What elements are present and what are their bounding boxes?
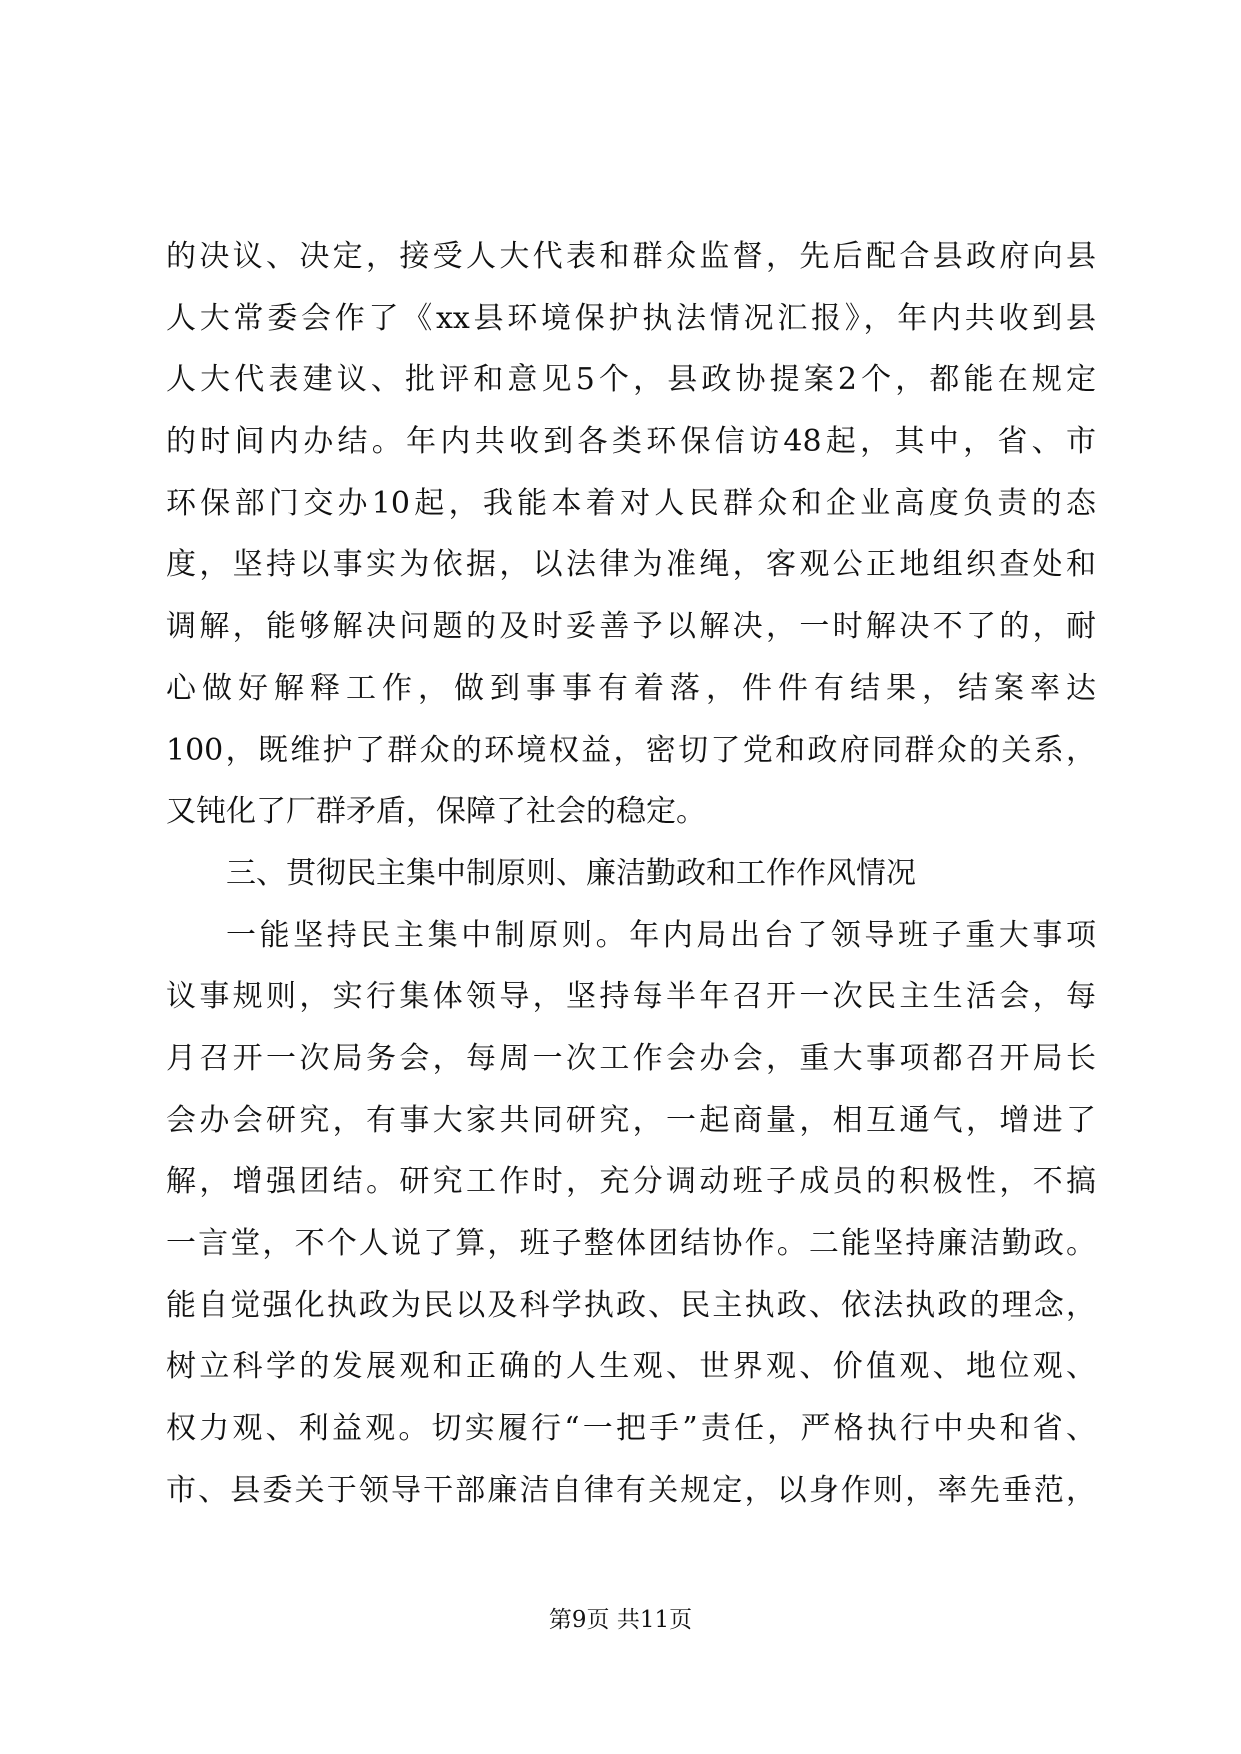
text-line: 人大代表建议、批评和意见5个，县政协提案2个，都能在规定 <box>166 362 1096 398</box>
text-line: 权力观、利益观。切实履行“一把手”责任，严格执行中央和省、 <box>166 1411 1096 1447</box>
text-line: 100，既维护了群众的环境权益，密切了党和政府同群众的关系， <box>166 732 1096 768</box>
text-line: 会办会研究，有事大家共同研究，一起商量，相互通气，增进了 <box>166 1102 1096 1138</box>
text-line: 又钝化了厂群矛盾，保障了社会的稳定。 <box>166 794 706 830</box>
text-line: 树立科学的发展观和正确的人生观、世界观、价值观、地位观、 <box>166 1349 1096 1385</box>
text-line: 环保部门交办10起，我能本着对人民群众和企业高度负责的态 <box>166 485 1096 521</box>
text-line: 心做好解释工作，做到事事有着落，件件有结果，结案率达 <box>166 670 1096 706</box>
text-line: 的决议、决定，接受人大代表和群众监督，先后配合县政府向县 <box>166 239 1096 274</box>
section-heading: 三、贯彻民主集中制原则、廉洁勤政和工作作风情况 <box>226 855 916 891</box>
text-line: 一言堂，不个人说了算，班子整体团结协作。二能坚持廉洁勤政。 <box>166 1226 1096 1261</box>
text-line: 能自觉强化执政为民以及科学执政、民主执政、依法执政的理念， <box>166 1287 1096 1323</box>
text-line: 度，坚持以事实为依据，以法律为准绳，客观公正地组织查处和 <box>166 547 1096 583</box>
page-number-label: 第9页 共11页 <box>548 1607 693 1633</box>
text-line: 人大常委会作了《xx县环境保护执法情况汇报》，年内共收到县 <box>166 300 1096 336</box>
text-line: 市、县委关于领导干部廉洁自律有关规定，以身作则，率先垂范， <box>166 1472 1096 1508</box>
document-body <box>166 226 1096 1521</box>
text-line: 解，增强团结。研究工作时，充分调动班子成员的积极性，不搞 <box>166 1164 1096 1200</box>
text-line: 月召开一次局务会，每周一次工作会办会，重大事项都召开局长 <box>166 1040 1096 1076</box>
text-line: 的时间内办结。年内共收到各类环保信访48起，其中，省、市 <box>166 424 1096 460</box>
page-footer <box>0 1605 1241 1635</box>
text-line: 一能坚持民主集中制原则。年内局出台了领导班子重大事项 <box>226 917 1096 953</box>
text-line: 调解，能够解决问题的及时妥善予以解决，一时解决不了的，耐 <box>166 609 1096 645</box>
text-line: 议事规则，实行集体领导，坚持每半年召开一次民主生活会，每 <box>166 979 1096 1015</box>
